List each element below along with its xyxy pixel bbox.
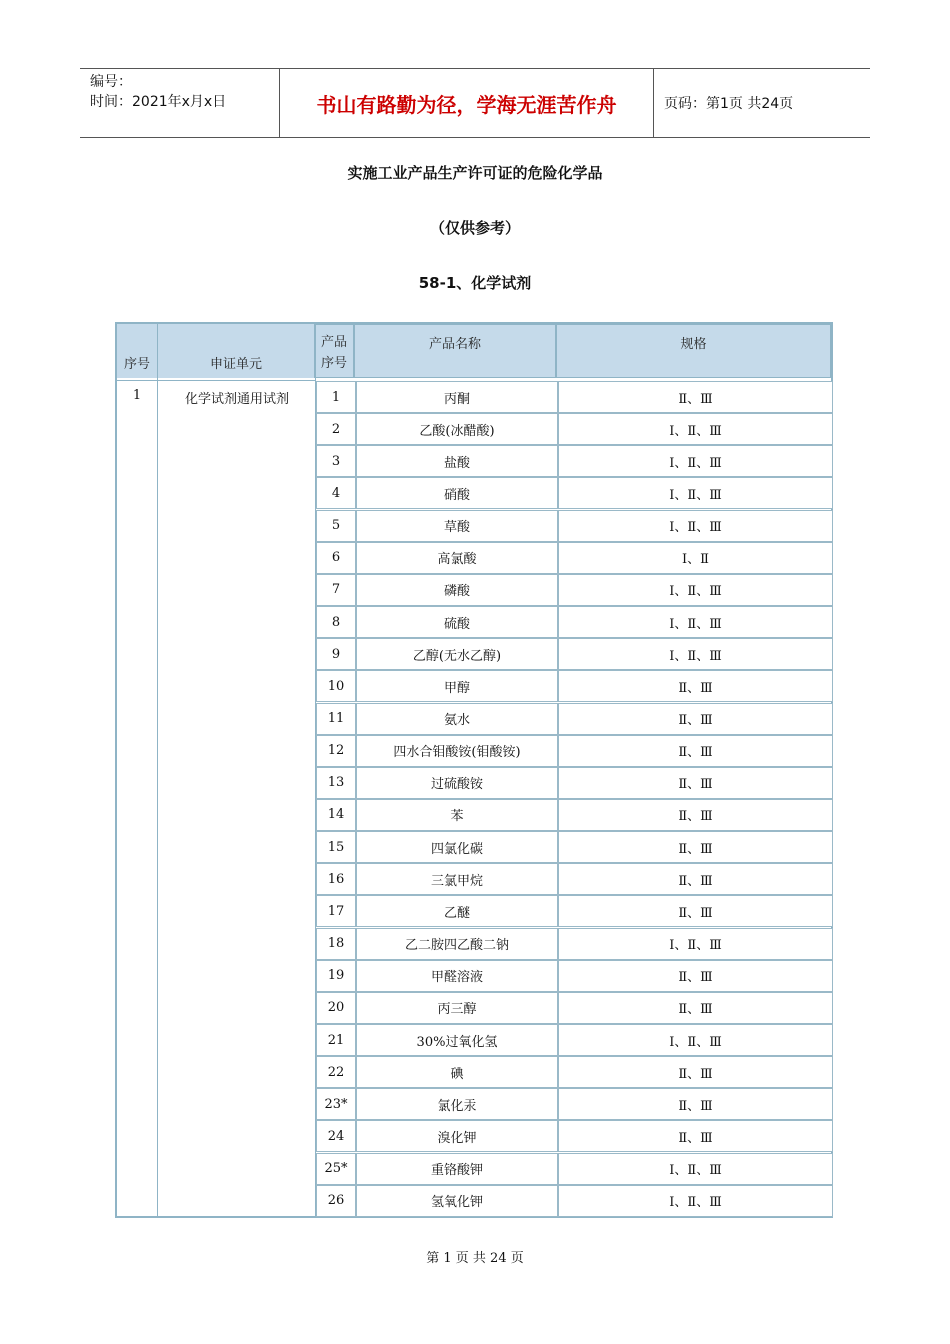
table-row [316,1185,833,1217]
product-name-cell: 乙二胺四乙酸二钠 [356,928,558,960]
product-seq-cell: 13 [316,767,356,799]
product-seq-cell: 9 [316,638,356,670]
table-row [316,510,833,542]
product-name-cell: 高氯酸 [356,542,558,574]
product-seq-cell: 15 [316,831,356,863]
spec-cell: Ⅱ、Ⅲ [558,895,833,927]
table-row [316,928,833,960]
spec-cell: Ⅱ、Ⅲ [558,1120,833,1152]
spec-cell: Ⅱ、Ⅲ [558,1088,833,1120]
product-name-cell: 四水合钼酸铵(钼酸铵) [356,735,558,767]
product-name-cell: 重铬酸钾 [356,1153,558,1185]
product-seq-cell: 7 [316,574,356,606]
table-row [316,992,833,1024]
page-footer: 第 1 页 共 24 页 [426,1251,524,1266]
table-row [316,1088,833,1120]
product-name-cell: 硝酸 [356,477,558,509]
product-seq-cell: 20 [316,992,356,1024]
table-row [316,960,833,992]
spec-cell: Ⅱ、Ⅲ [558,670,833,702]
table-row [316,606,833,638]
header-seq: 序号 [117,324,157,378]
table-row [316,381,833,413]
product-seq-cell: 24 [316,1120,356,1152]
group-seq: 1 [132,388,142,403]
product-name-cell: 磷酸 [356,574,558,606]
product-name-cell: 甲醛溶液 [356,960,558,992]
product-name-cell: 氨水 [356,703,558,735]
table-row [316,735,833,767]
document-title: 实施工业产品生产许可证的危险化学品 [347,164,603,182]
spec-cell: Ⅰ、Ⅱ、Ⅲ [558,413,833,445]
product-name-cell: 乙酸(冰醋酸) [356,413,558,445]
product-seq-cell: 18 [316,928,356,960]
header-spec: 规格 [556,324,831,378]
product-seq-cell: 11 [316,703,356,735]
product-seq-cell: 3 [316,445,356,477]
product-seq-cell: 19 [316,960,356,992]
spec-cell: Ⅰ、Ⅱ、Ⅲ [558,1153,833,1185]
product-name-cell: 过硫酸铵 [356,767,558,799]
product-seq-cell: 5 [316,510,356,542]
column-divider [157,324,158,1216]
product-seq-cell: 6 [316,542,356,574]
page-header [80,68,870,138]
product-seq-cell: 22 [316,1056,356,1088]
product-seq-cell: 8 [316,606,356,638]
table-row [316,1056,833,1088]
product-name-cell: 三氯甲烷 [356,863,558,895]
spec-cell: Ⅱ、Ⅲ [558,1056,833,1088]
table-header-row [117,324,831,380]
table-row [316,413,833,445]
product-name-cell: 硫酸 [356,606,558,638]
table-row [316,638,833,670]
spec-cell: Ⅰ、Ⅱ、Ⅲ [558,445,833,477]
header-unit: 申证单元 [157,324,314,378]
doc-time-label: 时间：2021年x月x日 [90,94,227,110]
product-name-cell: 30%过氧化氢 [356,1024,558,1056]
table-row [316,670,833,702]
table-row [316,477,833,509]
product-name-cell: 乙醇(无水乙醇) [356,638,558,670]
spec-cell: Ⅱ、Ⅲ [558,381,833,413]
table-row [316,1024,833,1056]
table-row [316,831,833,863]
product-name-cell: 氯化汞 [356,1088,558,1120]
product-seq-cell: 1 [316,381,356,413]
product-name-cell: 氢氧化钾 [356,1185,558,1217]
header-divider [117,380,315,381]
table-row [316,1120,833,1152]
table-row [316,445,833,477]
product-name-cell: 苯 [356,799,558,831]
section-title: 58-1、化学试剂 [418,274,532,292]
product-seq-cell: 12 [316,735,356,767]
product-name-cell: 乙醚 [356,895,558,927]
product-seq-cell: 2 [316,413,356,445]
spec-cell: Ⅱ、Ⅲ [558,799,833,831]
document-note: （仅供参考） [429,219,520,237]
product-seq-cell: 26 [316,1185,356,1217]
spec-cell: Ⅰ、Ⅱ、Ⅲ [558,510,833,542]
header-product-seq-line1: 产品 [320,335,347,350]
spec-cell: Ⅰ、Ⅱ、Ⅲ [558,638,833,670]
header-product-name: 产品名称 [354,324,556,378]
spec-cell: Ⅰ、Ⅱ、Ⅲ [558,574,833,606]
table-row [316,895,833,927]
spec-cell: Ⅰ、Ⅱ、Ⅲ [558,1185,833,1217]
table-row [316,767,833,799]
spec-cell: Ⅱ、Ⅲ [558,960,833,992]
product-name-cell: 甲醇 [356,670,558,702]
product-seq-cell: 10 [316,670,356,702]
spec-cell: Ⅰ、Ⅱ、Ⅲ [558,606,833,638]
table-row [316,863,833,895]
product-seq-cell: 25* [316,1153,356,1185]
spec-cell: Ⅱ、Ⅲ [558,735,833,767]
spec-cell: Ⅱ、Ⅲ [558,703,833,735]
product-name-cell: 丙三醇 [356,992,558,1024]
product-seq-cell: 21 [316,1024,356,1056]
doc-number-label: 编号： [90,74,132,90]
header-meta [80,69,280,137]
table-row [316,574,833,606]
product-seq-cell: 16 [316,863,356,895]
product-name-cell: 溴化钾 [356,1120,558,1152]
product-seq-cell: 14 [316,799,356,831]
spec-cell: Ⅰ、Ⅱ、Ⅲ [558,928,833,960]
table-row [316,799,833,831]
product-name-cell: 盐酸 [356,445,558,477]
table-row [316,542,833,574]
group-unit: 化学试剂通用试剂 [184,392,289,407]
spec-cell: Ⅰ、Ⅱ [558,542,833,574]
spec-cell: Ⅰ、Ⅱ、Ⅲ [558,477,833,509]
header-motto: 书山有路勤为径，学海无涯苦作舟 [280,69,654,137]
product-name-cell: 碘 [356,1056,558,1088]
product-seq-cell: 17 [316,895,356,927]
spec-cell: Ⅱ、Ⅲ [558,992,833,1024]
product-name-cell: 四氯化碳 [356,831,558,863]
header-page-info: 页码：第1页 共24页 [664,96,794,112]
spec-cell: Ⅱ、Ⅲ [558,831,833,863]
spec-cell: Ⅱ、Ⅲ [558,863,833,895]
spec-cell: Ⅱ、Ⅲ [558,767,833,799]
table-row [316,1153,833,1185]
spec-cell: Ⅰ、Ⅱ、Ⅲ [558,1024,833,1056]
header-product-seq [314,324,354,378]
product-seq-cell: 23* [316,1088,356,1120]
product-seq-cell: 4 [316,477,356,509]
product-name-cell: 草酸 [356,510,558,542]
table-row [316,703,833,735]
product-name-cell: 丙酮 [356,381,558,413]
header-product-seq-line2: 序号 [320,356,347,371]
